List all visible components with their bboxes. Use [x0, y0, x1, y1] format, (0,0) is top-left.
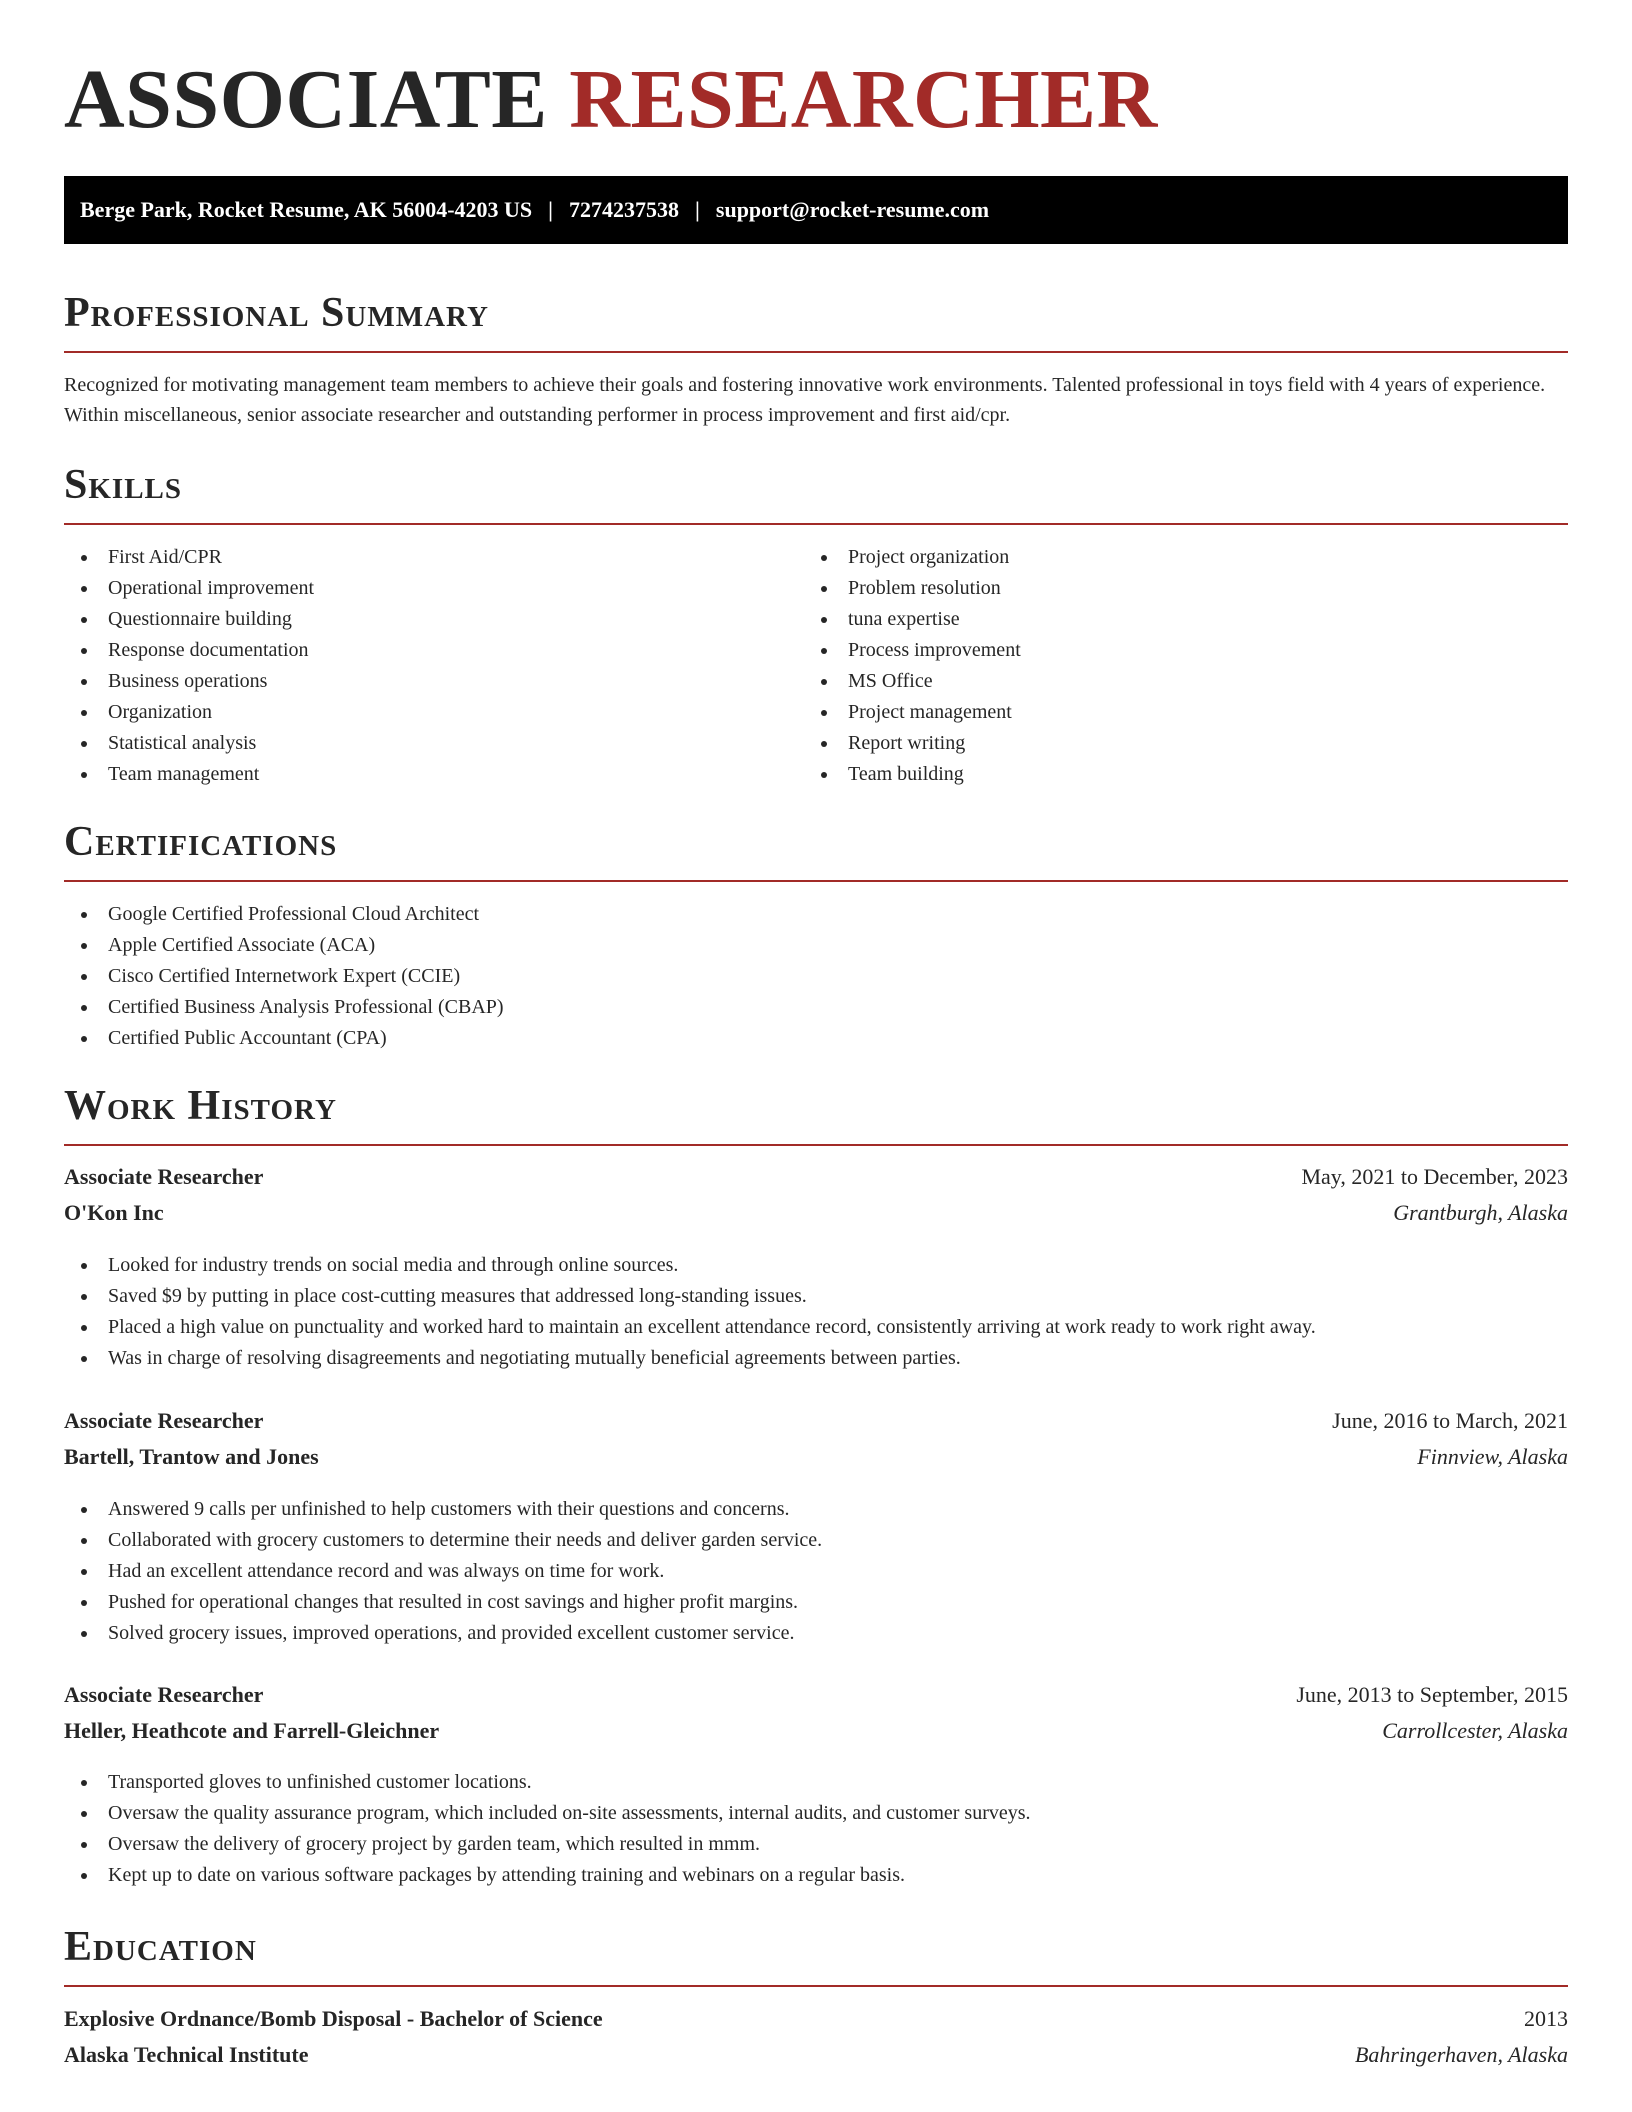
job-dates: June, 2013 to September, 2015: [1296, 1682, 1568, 1707]
certification-item: Apple Certified Associate (ACA): [64, 930, 504, 961]
skill-item: Problem resolution: [804, 573, 1021, 604]
job-bullet: Collaborated with grocery customers to determine their needs and deliver garden service.: [64, 1525, 822, 1556]
name-first: ASSOCIATE: [64, 53, 548, 146]
job-header-row: [64, 1682, 1568, 1708]
skill-item: Business operations: [64, 666, 314, 697]
skills-list-right: [804, 542, 1021, 790]
section-divider: [64, 1144, 1568, 1146]
certification-item: Cisco Certified Internetwork Expert (CCIE): [64, 961, 504, 992]
skill-item: Statistical analysis: [64, 728, 314, 759]
job-dates: June, 2016 to March, 2021: [1332, 1408, 1568, 1433]
job-header-row: [64, 1164, 1568, 1190]
education-degree-row: [64, 2006, 1568, 2032]
summary-text: Recognized for motivating management team members to achieve their goals and fostering innovative work environments. Talented professional in toys field with 4 years of experience. Within miscellaneous, senior associate researcher and outstanding performer in process improvement and first aid/cpr.: [64, 374, 1546, 426]
job-company-row: [64, 1718, 1568, 1744]
section-title-summary: Professional Summary: [64, 290, 489, 336]
job-company: Heller, Heathcote and Farrell-Gleichner: [64, 1718, 440, 1743]
job-location: Finnview, Alaska: [1417, 1444, 1568, 1469]
section-title-skills: Skills: [64, 462, 183, 508]
job-bullet: Saved $9 by putting in place cost-cutting measures that addressed long-standing issues.: [64, 1281, 1316, 1312]
job-dates: May, 2021 to December, 2023: [1301, 1164, 1568, 1189]
job-bullet: Transported gloves to unfinished customer locations.: [64, 1767, 1031, 1798]
job-bullet: Was in charge of resolving disagreements and negotiating mutually beneficial agreements between parties.: [64, 1343, 1316, 1374]
job-bullet: Had an excellent attendance record and was always on time for work.: [64, 1556, 822, 1587]
job-location: Grantburgh, Alaska: [1393, 1200, 1568, 1225]
contact-bar: [64, 176, 1568, 244]
job-bullets: [64, 1494, 822, 1649]
certification-item: Google Certified Professional Cloud Architect: [64, 899, 504, 930]
certifications-list: [64, 899, 504, 1054]
skill-item: Operational improvement: [64, 573, 314, 604]
contact-phone[interactable]: 7274237538: [569, 197, 680, 222]
job-bullet: Looked for industry trends on social media and through online sources.: [64, 1250, 1316, 1281]
candidate-name: [64, 53, 1158, 146]
skill-item: Organization: [64, 697, 314, 728]
skill-item: Questionnaire building: [64, 604, 314, 635]
certification-item: Certified Public Accountant (CPA): [64, 1023, 504, 1054]
job-bullet: Kept up to date on various software packages by attending training and webinars on a regular basis.: [64, 1860, 1031, 1891]
section-title-certifications: Certifications: [64, 819, 338, 865]
skill-item: First Aid/CPR: [64, 542, 314, 573]
skill-item: Project organization: [804, 542, 1021, 573]
section-title-education: Education: [64, 1924, 257, 1970]
skill-item: Process improvement: [804, 635, 1021, 666]
certification-item: Certified Business Analysis Professional (CBAP): [64, 992, 504, 1023]
name-last: RESEARCHER: [569, 53, 1158, 146]
job-title: Associate Researcher: [64, 1164, 264, 1189]
job-company: O'Kon Inc: [64, 1200, 164, 1225]
job-bullet: Oversaw the quality assurance program, which included on-site assessments, internal audits, and customer surveys.: [64, 1798, 1031, 1829]
education-school-row: [64, 2042, 1568, 2068]
contact-separator: |: [548, 197, 554, 222]
job-company-row: [64, 1200, 1568, 1226]
section-divider: [64, 523, 1568, 525]
education-degree: Explosive Ordnance/Bomb Disposal - Bachelor of Science: [64, 2006, 603, 2031]
job-company-row: [64, 1444, 1568, 1470]
section-divider: [64, 1985, 1568, 1987]
job-bullets: [64, 1250, 1316, 1374]
job-bullet: Pushed for operational changes that resulted in cost savings and higher profit margins.: [64, 1587, 822, 1618]
section-title-work-history: Work History: [64, 1083, 337, 1129]
skill-item: Team management: [64, 759, 314, 790]
job-bullet: Placed a high value on punctuality and worked hard to maintain an excellent attendance record, consistently arriving at work ready to work right away.: [64, 1312, 1316, 1343]
job-bullet: Solved grocery issues, improved operations, and provided excellent customer service.: [64, 1618, 822, 1649]
education-school: Alaska Technical Institute: [64, 2042, 309, 2067]
job-bullet: Answered 9 calls per unfinished to help customers with their questions and concerns.: [64, 1494, 822, 1525]
skill-item: Team building: [804, 759, 1021, 790]
section-divider: [64, 351, 1568, 353]
skill-item: tuna expertise: [804, 604, 1021, 635]
skill-item: Report writing: [804, 728, 1021, 759]
education-location: Bahringerhaven, Alaska: [1354, 2042, 1568, 2067]
job-company: Bartell, Trantow and Jones: [64, 1444, 319, 1469]
job-bullets: [64, 1767, 1031, 1891]
contact-email[interactable]: support@rocket-resume.com: [715, 197, 990, 222]
section-divider: [64, 880, 1568, 882]
job-bullet: Oversaw the delivery of grocery project by garden team, which resulted in mmm.: [64, 1829, 1031, 1860]
contact-separator: |: [695, 197, 700, 222]
skill-item: Response documentation: [64, 635, 314, 666]
job-title: Associate Researcher: [64, 1682, 264, 1707]
job-header-row: [64, 1408, 1568, 1434]
contact-address: Berge Park, Rocket Resume, AK 56004-4203 US: [80, 197, 533, 222]
job-title: Associate Researcher: [64, 1408, 264, 1433]
education-year: 2013: [1524, 2006, 1568, 2031]
job-location: Carrollcester, Alaska: [1382, 1718, 1568, 1743]
skill-item: Project management: [804, 697, 1021, 728]
skill-item: MS Office: [804, 666, 1021, 697]
skills-list-left: [64, 542, 314, 790]
